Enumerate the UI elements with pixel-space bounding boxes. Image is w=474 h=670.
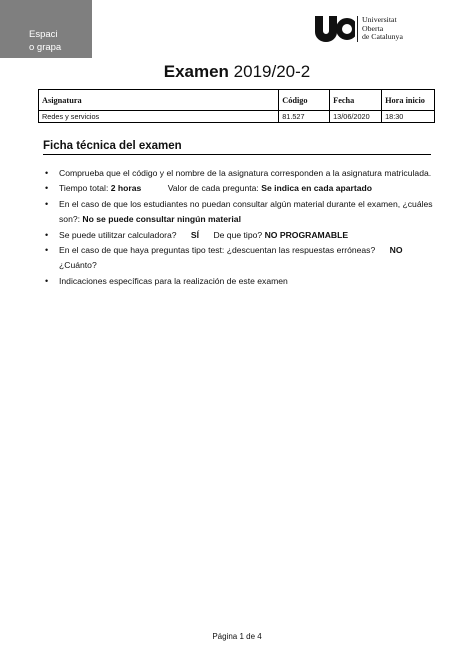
list-item-codigo	[43, 166, 435, 181]
logo-line3: de Catalunya	[362, 32, 403, 42]
item-value: NO PROGRAMABLE	[264, 229, 349, 240]
page-title	[0, 62, 474, 82]
staple-label-line1: Espaci	[29, 29, 58, 40]
staple-label-line2: o grapa	[29, 42, 62, 53]
item-label: Valor de cada pregunta:	[167, 183, 259, 194]
logo-wordmark	[362, 16, 403, 42]
exam-details-list	[43, 166, 435, 289]
table-row	[39, 111, 435, 123]
item-text: ¿Cuánto?	[59, 260, 97, 271]
item-value: No se puede consultar ningún material	[82, 214, 241, 225]
item-label: Tiempo total:	[59, 183, 109, 194]
logo-divider	[357, 16, 358, 42]
logo-line1: Universitat	[362, 15, 397, 24]
title-value: 2019/20-2	[233, 62, 311, 81]
uoc-logo-icon	[314, 16, 355, 42]
item-value: SÍ	[190, 229, 200, 240]
item-value: NO	[389, 245, 403, 256]
logo-line2: Oberta	[362, 23, 384, 33]
list-item-indicaciones	[43, 274, 435, 289]
item-text: En el caso de que los estudiantes no puedan consultar algún material durante el examen, ¿cuáles son?:	[59, 198, 433, 225]
cell-fecha: 13/06/2020	[330, 111, 382, 123]
item-text: Indicaciones específicas para la realización de este examen	[59, 275, 288, 286]
item-value: 2 horas	[110, 183, 142, 194]
item-label: De que tipo?	[213, 229, 263, 240]
item-text: En el caso de que haya preguntas tipo test: ¿descuentan las respuestas erróneas?	[59, 245, 376, 256]
section-title: Ficha técnica del examen	[43, 140, 431, 155]
list-item-tiempo	[43, 181, 435, 196]
table-header-row	[39, 90, 435, 111]
cell-hora-inicio: 18:30	[382, 111, 435, 123]
exam-info-table	[38, 89, 435, 123]
list-item-calculadora	[43, 228, 435, 243]
page-number: Página 1 de 4	[212, 632, 262, 641]
item-label: Se puede utilitzar calculadora?	[59, 229, 177, 240]
list-item-test	[43, 243, 435, 274]
cell-codigo: 81.527	[279, 111, 330, 123]
item-text: Comprueba que el código y el nombre de la asignatura corresponden a la asignatura matriculada.	[59, 168, 432, 178]
header-codigo: Código	[279, 90, 330, 111]
header-asignatura: Asignatura	[39, 90, 279, 111]
uoc-logo	[314, 16, 403, 56]
header-fecha: Fecha	[330, 90, 382, 111]
staple-space-box	[0, 0, 92, 58]
list-item-material	[43, 197, 435, 228]
item-value: Se indica en cada apartado	[261, 183, 373, 194]
header-hora-inicio: Hora inicio	[382, 90, 435, 111]
title-prefix: Examen	[163, 62, 229, 81]
cell-asignatura: Redes y servicios	[39, 111, 279, 123]
